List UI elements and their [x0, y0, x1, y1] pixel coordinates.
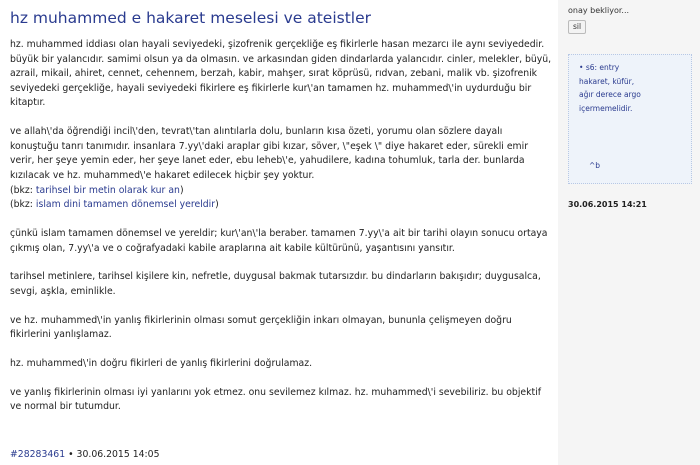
- moderation-sidebar: [558, 0, 700, 465]
- note-text-line-4: içermemelidir.: [579, 103, 633, 113]
- moderation-note: [568, 54, 692, 184]
- note-signature: ^b: [589, 161, 601, 170]
- bullet-icon: •: [579, 63, 584, 72]
- bkz-link-islam-donemsel[interactable]: islam dini tamamen dönemsel yereldir: [35, 199, 216, 211]
- entry-paragraph-4: tarihsel metinlere, tarihsel kişilere kin, nefretle, duygusal bakmak tutarsızdır. bu dindarların bakışıdır; duygusalca, sevgi, aşkla, eminlikle.: [10, 271, 541, 297]
- status-text: onay bekliyor...: [568, 6, 630, 15]
- note-rule: s6: entry: [585, 63, 620, 72]
- entry-body: [10, 38, 554, 415]
- entry-paragraph-6: hz. muhammed\'in doğru fikirleri de yanlış fikirlerini doğrulamaz.: [10, 358, 313, 370]
- entry-paragraph-7: ve yanlış fikirlerinin olması iyi yanlarını yok etmez. onu sevilemez kılmaz. hz. muhammed\'i sevebiliriz. bu objektif ve normal bir tutumdur.: [10, 386, 542, 413]
- bkz-reference-1: [10, 184, 554, 199]
- bkz-prefix: (bkz:: [10, 199, 36, 211]
- entry-title[interactable]: hz muhammed e hakaret meselesi ve ateistler: [10, 9, 372, 27]
- moderation-date: 30.06.2015 14:21: [568, 200, 647, 209]
- bkz-link-tarihsel-metin[interactable]: tarihsel bir metin olarak kur an: [35, 184, 180, 196]
- note-text-line-2: hakaret, küfür,: [579, 76, 635, 86]
- footer-separator: •: [65, 449, 77, 460]
- entry-paragraph-2: ve allah\'da öğrendiği incil\'den, tevrat\'tan alıntılarla dolu, bunların kısa özeti, yorumu olan sözlere dayalı konuştuğu tanrı tanımıdır. insanlara 7.yy\'daki araplar gibi kızar, söver, \"eşek \" diye hakaret eder, sürekli emir verir, her şeye yemin eder, her şeye lanet eder, ebu leheb\'e, yahudilere, kadına tohumluk, tarla der. bunlarda kızılacak ve hz. muhammed\'e hakaret edilecek hiçbir şey yoktur.: [10, 126, 529, 181]
- note-text-line-3: ağır derece argo: [579, 90, 641, 99]
- bkz-suffix: ): [179, 184, 184, 196]
- bkz-reference-2: [10, 198, 554, 213]
- entry-footer: [10, 449, 160, 460]
- entry-timestamp: 30.06.2015 14:05: [76, 449, 160, 460]
- entry-paragraph-5: ve hz. muhammed\'in yanlış fikirlerinin olması somut gerçekliğin inkarı olmayan, bununla çelişmeyen doğru fikirlerini yanlışlamaz.: [10, 314, 512, 341]
- bkz-prefix: (bkz:: [10, 184, 36, 196]
- note-rule-line: [579, 61, 685, 75]
- delete-button[interactable]: sil: [568, 20, 586, 34]
- entry-paragraph-3: çünkü islam tamamen dönemsel ve yereldir; kur\'an\'la beraber. tamamen 7.yy\'a ait bir tarihi olayın sonucu ortaya çıkmış olan, 7.yy\'a ve o coğrafyadaki kabile araplarına ait kabile kültürünü, yaşantısını yansıtır.: [10, 227, 548, 254]
- bkz-suffix: ): [215, 199, 219, 211]
- entry-paragraph-1: hz. muhammed iddiası olan hayali seviyedeki, şizofrenik gerçekliğe eş fikirlerle hasan mezarcı ile aynı seviyededir. büyük bir yalancıdır. samimi olsun ya da olmasın. ve arkasından giden dindarlarda yalancıdır. cinler, melekler, büyü, azrail, mikail, ahiret, cennet, cehennem, berzah, kabir, mahşer, sırat köprüsü, rıdvan, zebani, malik vb. şizofrenik seviyedeki gerçekliğe, hayali seviyedeki fikirlere eş fikirlerle kur\'an tamamen hz. muhammed\'in uydurduğu bir kitaptır.: [10, 39, 552, 109]
- entry-id-link[interactable]: #28283461: [10, 449, 66, 460]
